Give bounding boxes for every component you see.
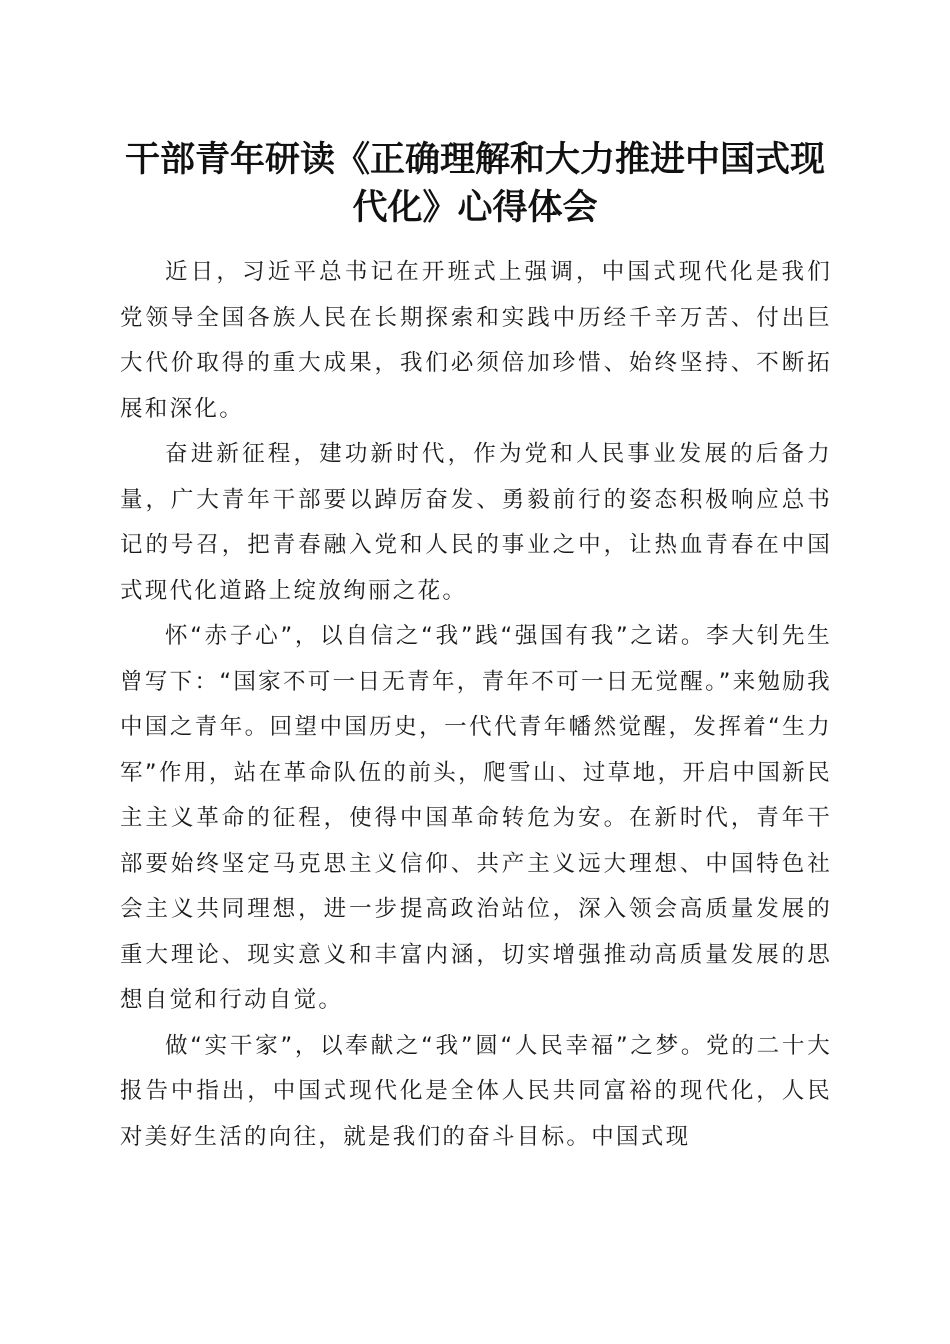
title-line-2: 代化》心得体会 (352, 187, 598, 228)
paragraph: 奋进新征程，建功新时代，作为党和人民事业发展的后备力量，广大青年干部要以踔厉奋发、勇毅前行的姿态积极响应总书记的号召，把青春融入党和人民的事业之中，让热血青春在中国式现代化道路上绽放绚丽之花。 (120, 441, 832, 604)
paragraph: 近日，习近平总书记在开班式上强调，中国式现代化是我们党领导全国各族人民在长期探索和实践中历经千辛万苦、付出巨大代价取得的重大成果，我们必须倍加珍惜、始终坚持、不断拓展和深化。 (120, 259, 832, 422)
document-title (110, 136, 840, 232)
document-body (120, 250, 832, 1160)
paragraph: 怀“赤子心”，以自信之“我”践“强国有我”之诺。李大钊先生曾写下：“国家不可一日无青年，青年不可一日无觉醒。”来勉励我中国之青年。回望中国历史，一代代青年幡然觉醒，发挥着“生力军”作用，站在革命队伍的前头，爬雪山、过草地，开启中国新民主主义革命的征程，使得中国革命转危为安。在新时代，青年干部要始终坚定马克思主义信仰、共产主义远大理想、中国特色社会主义共同理想，进一步提高政治站位，深入领会高质量发展的重大理论、现实意义和丰富内涵，切实增强推动高质量发展的思想自觉和行动自觉。 (120, 623, 832, 1013)
title-line-1: 干部青年研读《正确理解和大力推进中国式现 (124, 139, 825, 180)
paragraph: 做“实干家”，以奉献之“我”圆“人民幸福”之梦。党的二十大报告中指出，中国式现代化是全体人民共同富裕的现代化，人民对美好生活的向往，就是我们的奋斗目标。中国式现 (120, 1032, 832, 1150)
